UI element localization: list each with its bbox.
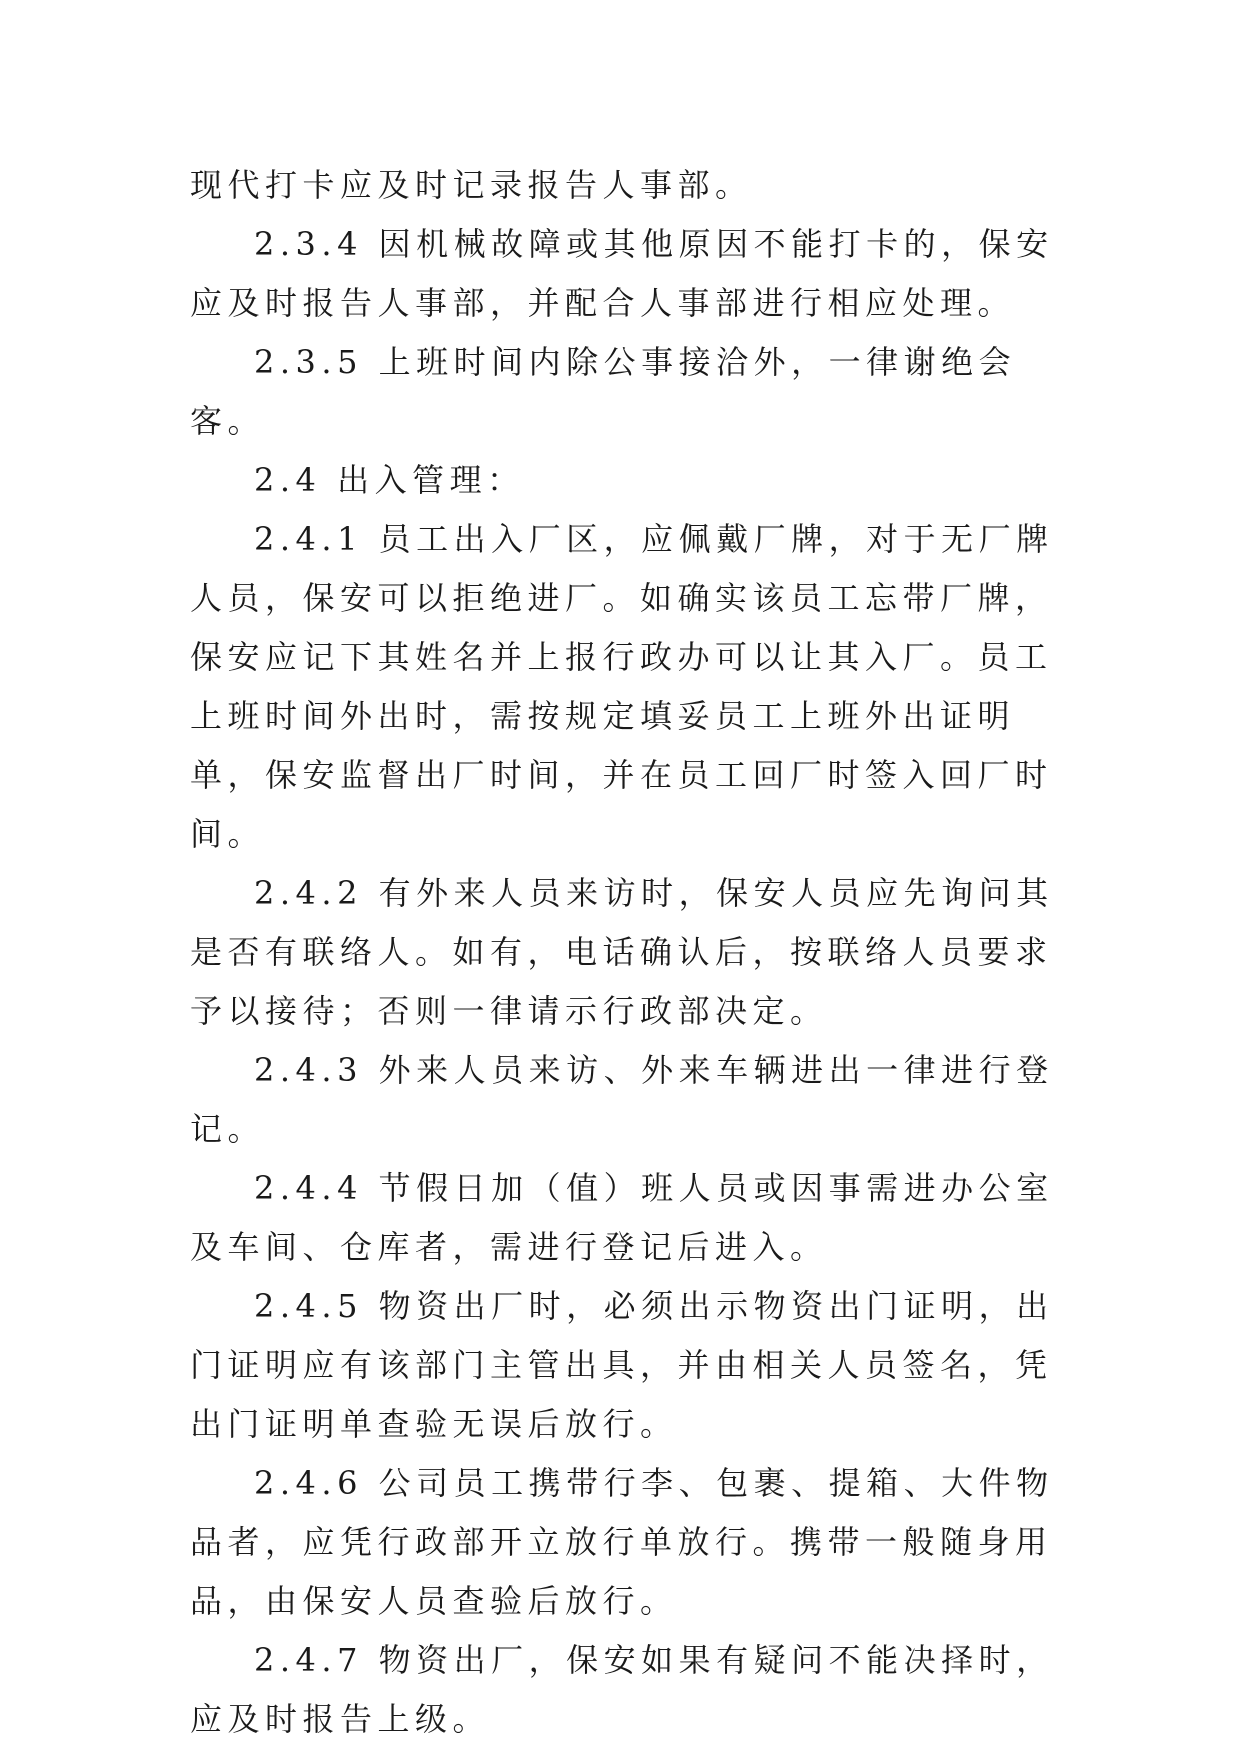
paragraph-2-4-4: 2.4.4 节假日加（值）班人员或因事需进办公室及车间、仓库者，需进行登记后进入。 <box>190 1169 1054 1266</box>
paragraph-2-4-7: 2.4.7 物资出厂，保安如果有疑问不能决择时，应及时报告上级。 <box>190 1641 1054 1738</box>
section-heading-2-4: 2.4 出入管理： <box>254 461 525 499</box>
paragraph-2-3-4: 2.3.4 因机械故障或其他原因不能打卡的，保安应及时报告人事部，并配合人事部进行相应处理。 <box>190 225 1054 322</box>
document-page <box>190 156 1060 1749</box>
paragraph-continuation: 现代打卡应及时记录报告人事部。 <box>190 166 753 204</box>
paragraph-2-4-3: 2.4.3 外来人员来访、外来车辆进出一律进行登记。 <box>190 1051 1054 1148</box>
paragraph-2-3-5: 2.3.5 上班时间内除公事接洽外，一律谢绝会客。 <box>190 343 1017 440</box>
paragraph-2-4-6: 2.4.6 公司员工携带行李、包裹、提箱、大件物品者，应凭行政部开立放行单放行。携带一般随身用品，由保安人员查验后放行。 <box>190 1464 1054 1620</box>
paragraph-2-4-1: 2.4.1 员工出入厂区，应佩戴厂牌，对于无厂牌人员，保安可以拒绝进厂。如确实该员工忘带厂牌，保安应记下其姓名并上报行政办可以让其入厂。员工上班时间外出时，需按规定填妥员工上班外出证明单，保安监督出厂时间，并在员工回厂时签入回厂时间。 <box>190 520 1054 853</box>
paragraph-2-4-2: 2.4.2 有外来人员来访时，保安人员应先询问其是否有联络人。如有，电话确认后，按联络人员要求予以接待；否则一律请示行政部决定。 <box>190 874 1054 1030</box>
paragraph-2-4-5: 2.4.5 物资出厂时，必须出示物资出门证明，出门证明应有该部门主管出具，并由相关人员签名，凭出门证明单查验无误后放行。 <box>190 1287 1054 1443</box>
